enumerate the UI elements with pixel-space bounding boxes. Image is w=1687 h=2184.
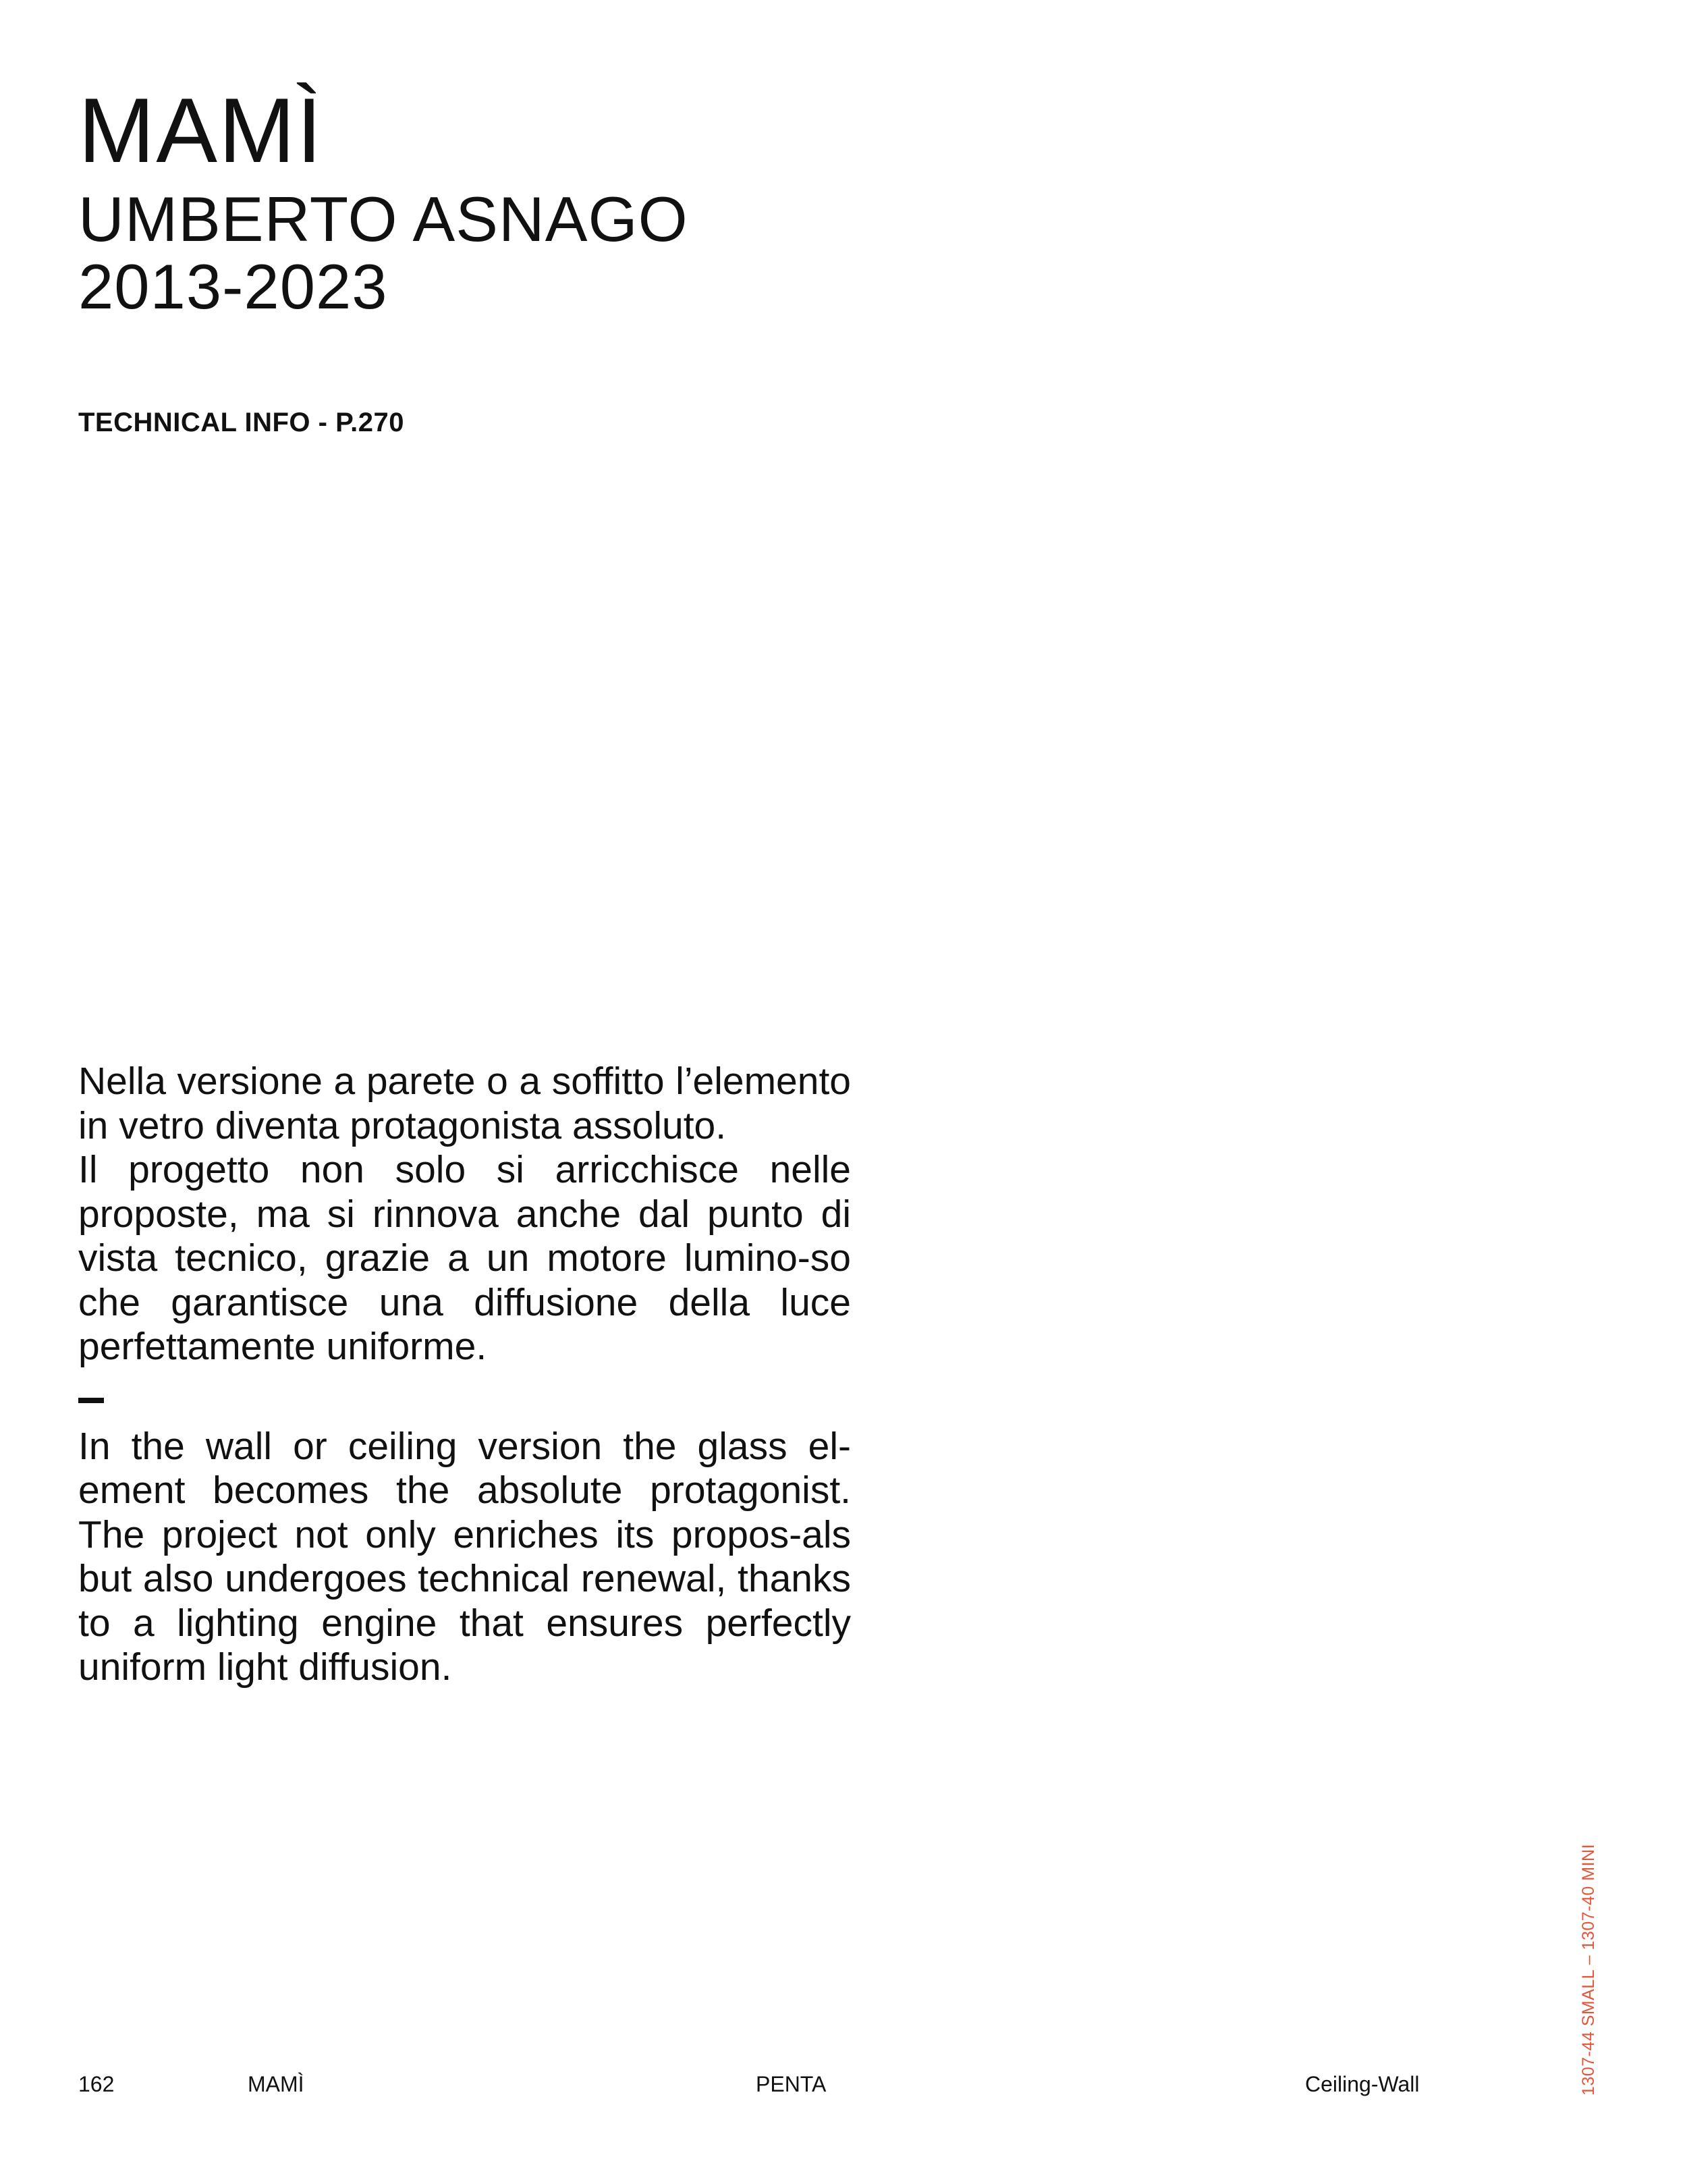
description-italian (78, 1060, 851, 1369)
description-english: In the wall or ceiling version the glass el-ement becomes the absolute protagonist. The project not only enriches its propos-als but also undergoes technical renewal, thanks to a lighting engine that ensures perfectly uniform light diffusion. (78, 1424, 851, 1689)
designer-name: UMBERTO ASNAGO (78, 184, 688, 254)
designer-block (78, 186, 688, 321)
page-number: 162 (78, 2072, 115, 2096)
technical-info-link[interactable]: TECHNICAL INFO - P.270 (78, 408, 404, 437)
designer-years: 2013-2023 (78, 251, 388, 322)
description (78, 1060, 851, 1690)
product-codes: 1307-44 SMALL – 1307-40 MINI (1579, 1843, 1598, 2096)
description-italian-intro: Nella versione a parete o a soffitto l’elemento in vetro diventa protagonista assoluto. (78, 1060, 851, 1147)
product-title: MAMÌ (78, 79, 324, 182)
footer-product: MAMÌ (248, 2072, 304, 2096)
footer-category: Ceiling-Wall (1305, 2072, 1420, 2096)
description-italian-detail: Il progetto non solo si arricchisce nelle proposte, ma si rinnova anche dal punto di vista tecnico, grazie a un motore lumino-so che garantisce una diffusione della luce perfettamente uniforme. (78, 1148, 851, 1368)
footer-brand: PENTA (756, 2072, 827, 2096)
language-divider (78, 1398, 104, 1403)
